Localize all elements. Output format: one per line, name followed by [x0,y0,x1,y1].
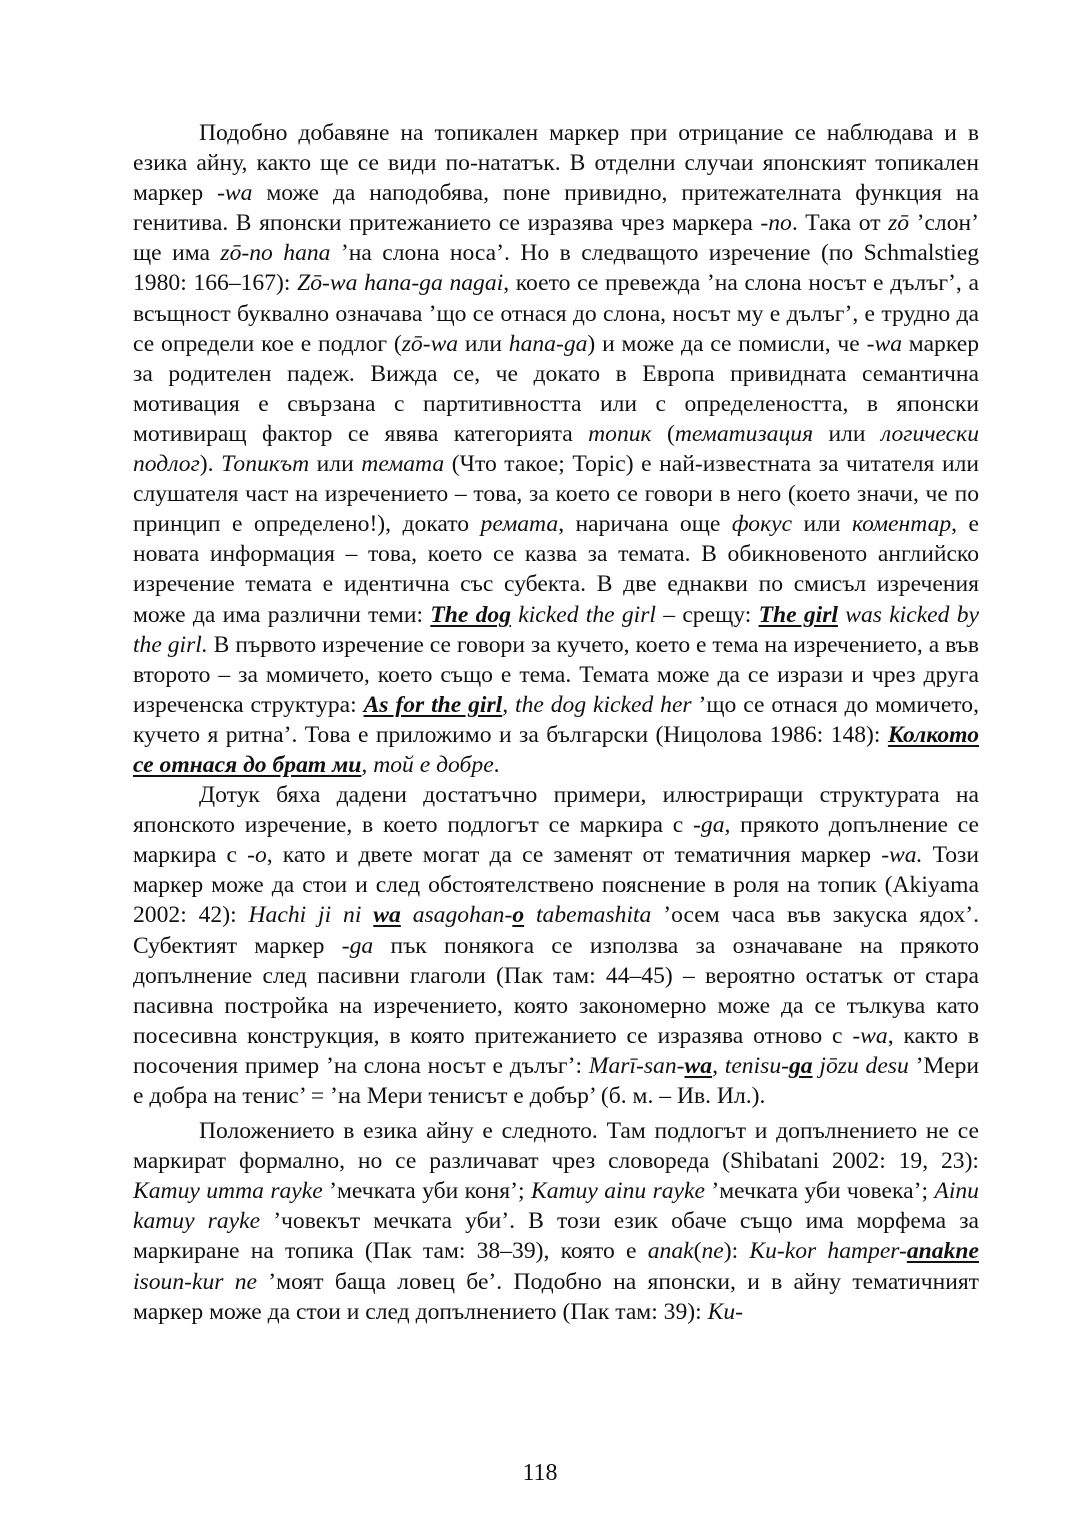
text-run: или [792,511,852,538]
text-run: ( [651,420,675,447]
highlighted-topic: As for the girl [363,691,503,718]
italic-term: zō-no hana [220,240,331,267]
italic-term: isoun-kur ne [133,1268,257,1295]
italic-term: , tenisu- [712,1052,789,1079]
body-text [133,118,979,1327]
italic-term: zō [888,210,910,237]
italic-term: топик [588,420,652,447]
page-number: 118 [522,1460,558,1486]
italic-term: Ku-kor hamper- [749,1238,907,1265]
italic-term: логически подлог [133,420,979,478]
italic-term: -wa [217,180,253,207]
italic-term: -wa. [881,842,923,869]
text-run: или [813,420,881,447]
text-run: пък понякога се използва за означаване на прякото допълнение след пасивни глаголи (Пак там: 44–45) – вероятно остатък от стара пасивна постройка на изречението, която закономерно може да се тълкува като посесивна конструкция, в която притежанието се изразява отново с [133,932,979,1049]
text-run: или [309,451,362,478]
italic-term: tabemashita [524,902,652,929]
italic-term: ne [701,1238,724,1265]
highlighted-topic: wa [373,902,401,929]
text-run: ’слон’ ще има [133,210,979,267]
italic-term: -no [760,210,792,237]
text-run: Подобно добавяне на топикален маркер при отрицание се наблюдава и в езика айну, както ще се види по-нататък. В отделни случаи японският топикален маркер [133,120,979,207]
italic-term: Kamuy ainu rayke [530,1178,705,1205]
italic-term: was kicked by the girl. [133,601,979,658]
italic-term: , той е добре [361,751,494,778]
text-run: ) и може да се помисли, че [587,330,867,357]
italic-term: kicked the girl [511,601,656,628]
text-run: маркер за родителен падеж. Вижда се, че докато в Европа привидната семантична мотивация е свързана с партитивността или с определеността, в японски мотивиращ фактор се явява категорията [133,330,979,447]
italic-term: hana-ga [508,330,588,357]
italic-term: -ga [341,932,374,959]
text-run: ’що се отнася до момичето, кучето я ритна’. Това е приложимо и за български (Ницолова 1986: 148): [133,691,980,748]
italic-term: Kamuy umma rayke [133,1178,323,1205]
text-run: ’човекът мечката уби’. В този език обаче също има морфема за маркиране на топика (Пак там: 38–39), която е [133,1208,980,1265]
text-run: ’на слона носа’. Но в следващото изречение (по Schmalstieg 1980: 166–167): [133,240,979,297]
italic-term: Ku- [707,1298,743,1325]
text-run: . Така от [791,210,889,237]
text-run: ). [199,451,222,478]
italic-term: Zō-wa hana-ga nagai [297,270,504,297]
paragraph-1 [133,118,979,780]
italic-term: фокус [731,511,793,538]
italic-term: anak [647,1238,694,1265]
highlighted-topic: The dog [430,601,511,628]
text-run: В първото изречение се говори за кучето, което е тема на изречението, а във второто – за момичето, което също е тема. Темата може да се изрази и чрез друга изреченска структура: [133,631,979,718]
highlighted-topic: wa [684,1052,713,1079]
text-run: ’мечката уби коня’; [322,1178,531,1205]
italic-term: zō-wa [401,330,459,357]
italic-term: -wa [852,1022,888,1049]
highlighted-topic: o [512,902,525,929]
italic-term: -o [247,842,267,869]
text-run: . [493,751,500,778]
highlighted-topic: Колкото се отнася до брат ми [133,721,979,778]
text-run: – срещу: [655,601,759,628]
italic-term: -wa [866,330,902,357]
italic-term: Топикът [221,451,310,478]
italic-term: jōzu desu [812,1052,909,1079]
paragraph-2 [133,780,979,1111]
italic-term: тематизация [674,420,814,447]
text-run: , като и двете могат да се заменят от тематичния маркер [266,842,882,869]
italic-term: ремата [480,511,559,538]
text-run: Дотук бяха дадени достатъчно примери, илюстриращи структурата на японското изречение, в което подлогът се маркира с [133,782,979,839]
italic-term: -ga, [693,812,731,839]
text-run: или [458,330,509,357]
highlighted-topic: anakne [906,1238,979,1265]
text-run: ’Мери е добра на тенис’ = ’на Мери тенисът е добър’ (б. м. – Ив. Ил.). [133,1052,979,1109]
text-run: ( [693,1238,702,1265]
text-run: , е новата информация – това, което се казва за темата. В обикновеното английско изречение темата е идентична със субекта. В две еднакви по смисъл изречения може да има различни теми: [133,511,979,628]
italic-term: asagohan- [400,902,513,929]
text-run: може да наподобява, поне привидно, притежателната функция на генитива. В японски притежанието се изразява чрез маркера [133,180,979,237]
italic-term: Ainu kamuy rayke [133,1178,979,1235]
paragraph-3 [133,1116,979,1327]
text-run: ’осем часа във закуска ядох’. Субектият маркер [133,902,980,959]
highlighted-topic: The girl [758,601,838,628]
italic-term: Marī-san- [588,1052,685,1079]
text-run: ’мечката уби човека’; [704,1178,935,1205]
highlighted-topic: ga [788,1052,813,1079]
text-run: ’моят баща ловец бе’. Подобно на японски, и в айну тематичният маркер може да стои и след допълнението (Пак там: 39): [133,1268,979,1325]
text-run: , наричана още [558,511,732,538]
italic-term: , the dog kicked her [502,691,692,718]
italic-term: коментар [851,511,952,538]
text-run: Положението в езика айну е следното. Там подлогът и допълнението не се маркират формално, но се различават чрез словореда (Shibatani 2002: 19, 23): [133,1118,979,1175]
text-run: (Что такое; Topic) е най-известната за читателя или слушателя част на изречението – това, за което се говори в него (което значи, че по принцип е определено!), докато [133,451,979,538]
text-run: прякото допълнение се маркира с [133,812,979,869]
text-run: ): [723,1238,750,1265]
text-run: , както в посочения пример ’на слона носът е дълъг’: [133,1022,979,1079]
italic-term: Hachi ji ni [248,902,374,929]
text-run: , което се превежда ’на слона носът е дълъг’, а всъщност буквално означава ’що се отнася до слона, носът му е дълъг’, е трудно да се определи кое е подлог ( [133,270,979,357]
italic-term: темата [361,451,445,478]
text-run: Този маркер може да стои и след обстоятелствено пояснение в роля на топик (Akiyama 2002: 42): [133,842,979,929]
